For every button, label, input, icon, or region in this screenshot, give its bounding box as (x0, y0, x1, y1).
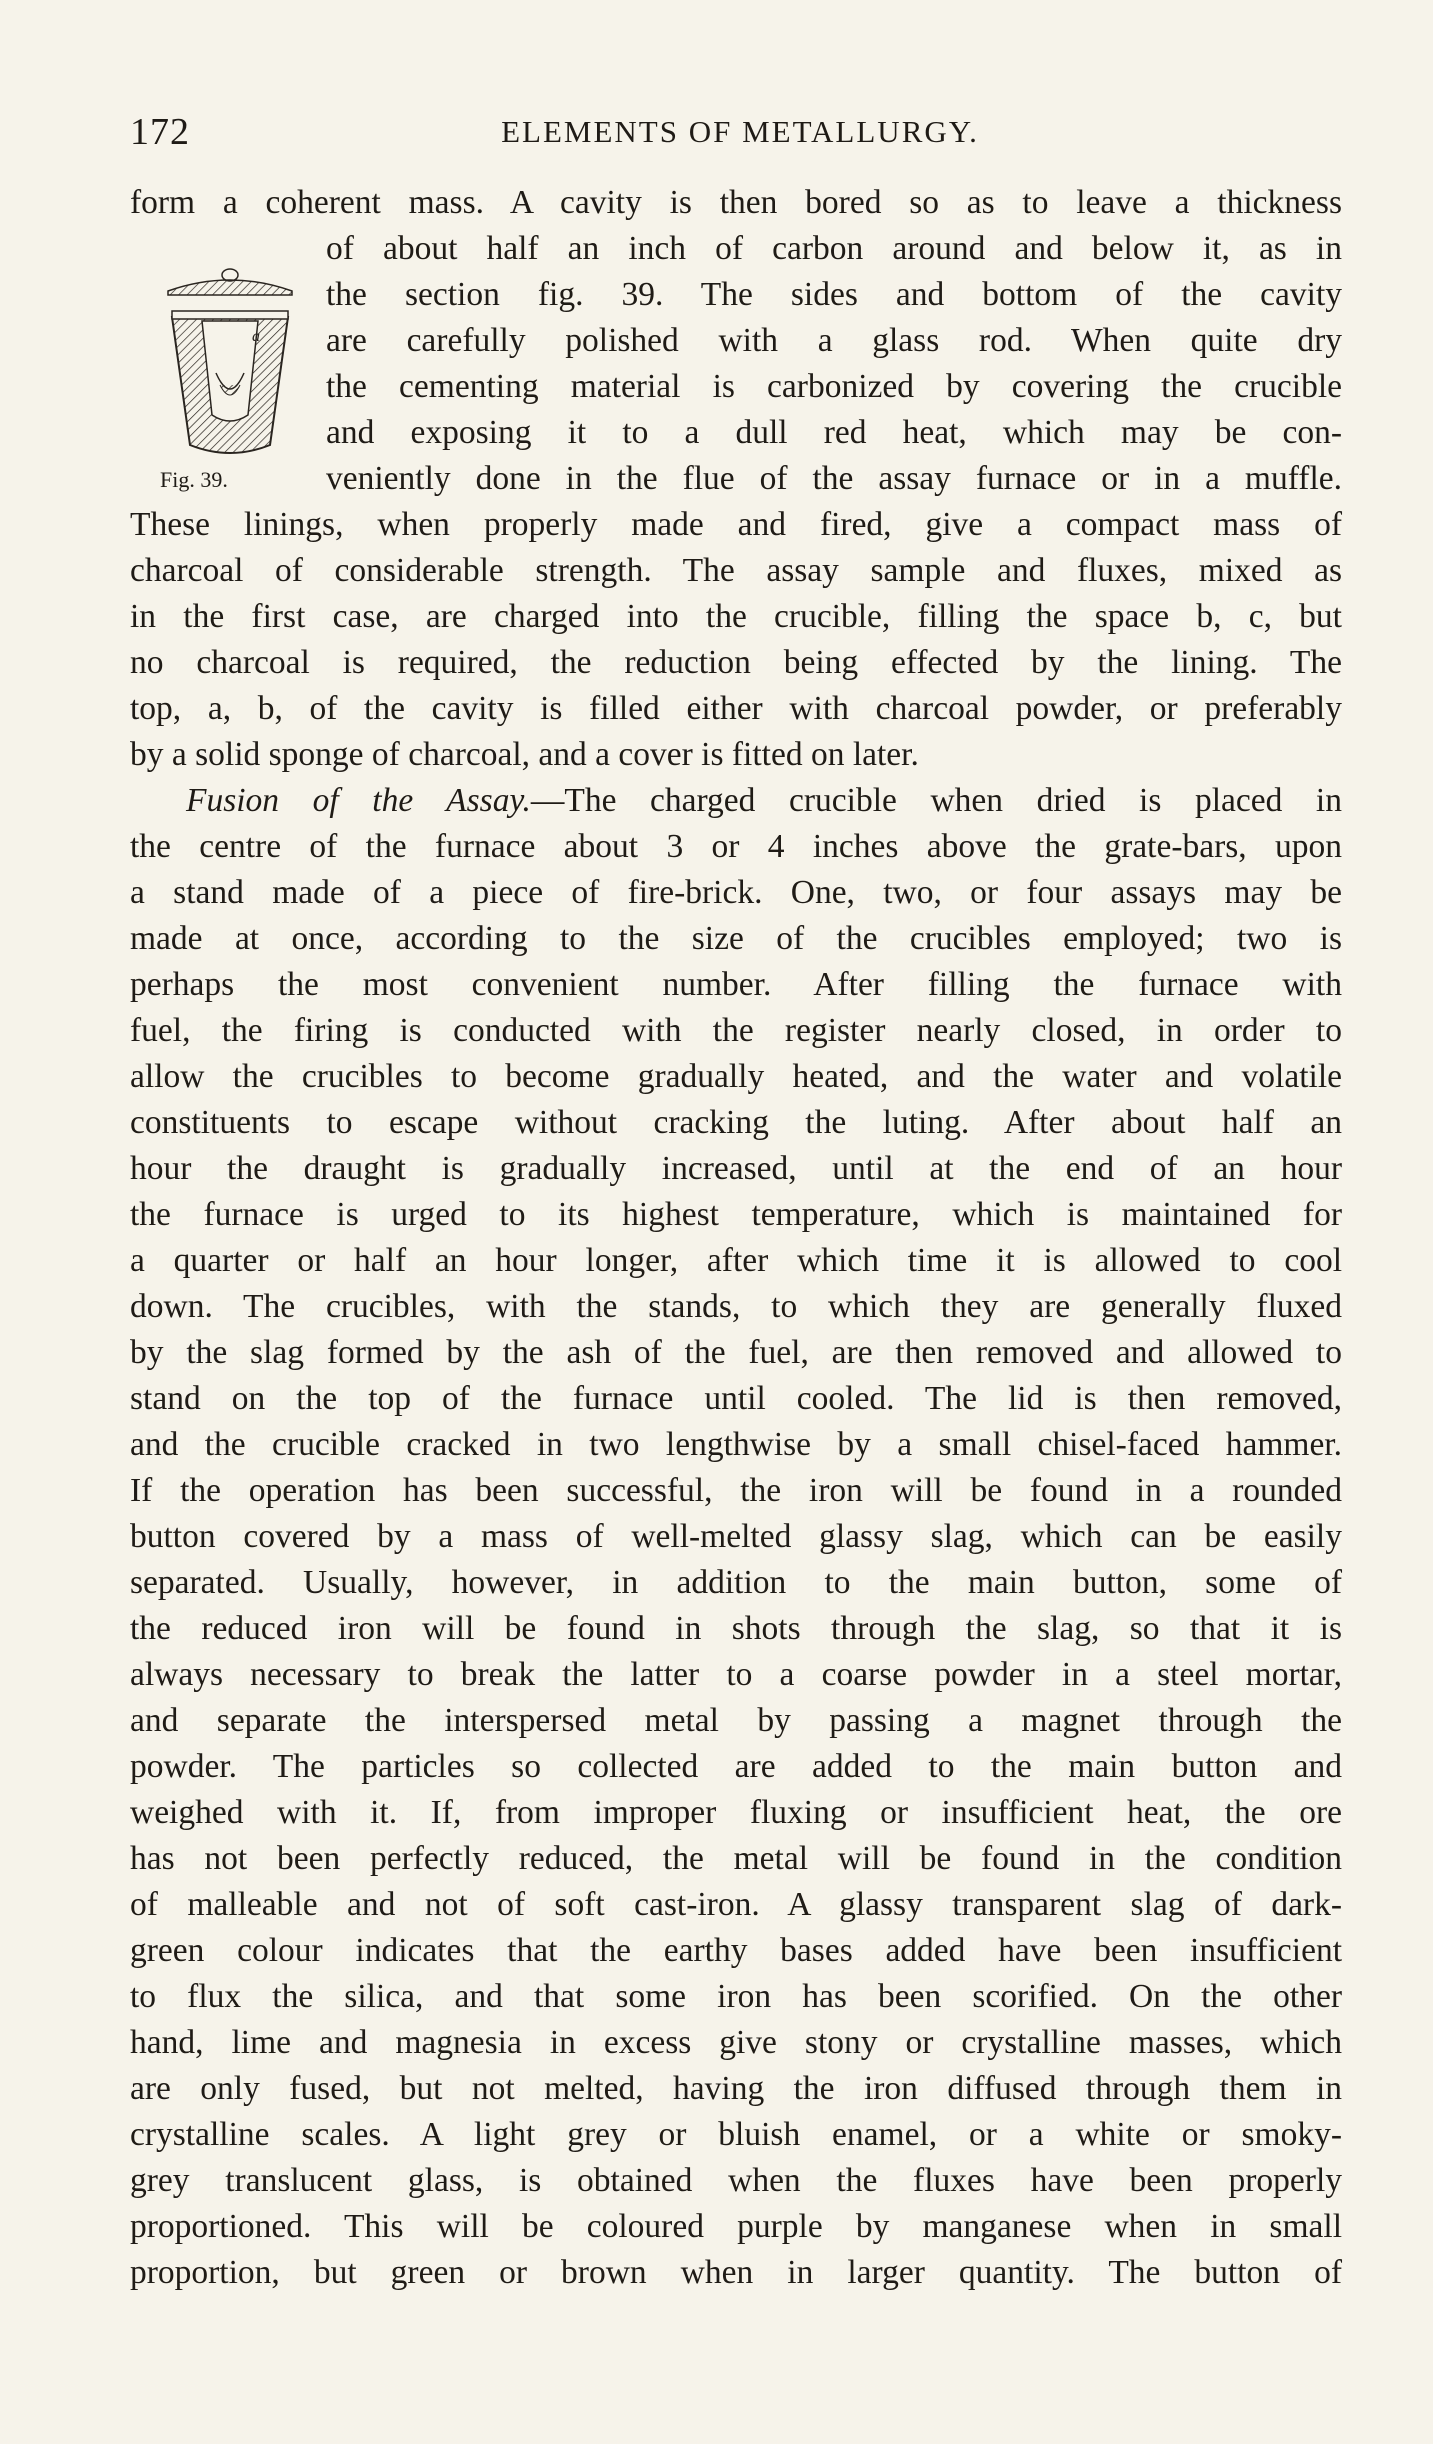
text-line: constituents to escape without cracking the luting. After about half an (130, 1104, 1342, 1141)
text-line: has not been perfectly reduced, the metal will be found in the condition (130, 1840, 1342, 1877)
text-line: the cementing material is carbonized by covering the crucible (326, 368, 1342, 405)
text-line: charcoal of considerable strength. The assay sample and fluxes, mixed as (130, 552, 1342, 589)
text-line: the furnace is urged to its highest temperature, which is maintained for (130, 1196, 1342, 1233)
text-line: a quarter or half an hour longer, after which time it is allowed to cool (130, 1242, 1342, 1279)
text-line: form a coherent mass. A cavity is then bored so as to leave a thickness (130, 184, 1342, 221)
text-line: by a solid sponge of charcoal, and a cover is fitted on later. (130, 736, 919, 773)
text-line: by the slag formed by the ash of the fuel, are then removed and allowed to (130, 1334, 1342, 1371)
text-line: proportion, but green or brown when in larger quantity. The button of (130, 2254, 1342, 2291)
text-line: perhaps the most convenient number. After filling the furnace with (130, 966, 1342, 1003)
text-line: These linings, when properly made and fired, give a compact mass of (130, 506, 1342, 543)
figure-wrap-text (326, 226, 1342, 502)
text-line: are carefully polished with a glass rod. When quite dry (326, 322, 1342, 359)
page-header (130, 110, 1350, 160)
text-line: and exposing it to a dull red heat, which may be con- (326, 414, 1342, 451)
text-line: fuel, the firing is conducted with the register nearly closed, in order to (130, 1012, 1342, 1049)
text-line: proportioned. This will be coloured purple by manganese when in small (130, 2208, 1342, 2245)
text-line: are only fused, but not melted, having the iron diffused through them in (130, 2070, 1342, 2107)
running-title: ELEMENTS OF METALLURGY. (501, 114, 979, 149)
text-line: veniently done in the flue of the assay furnace or in a muffle. (326, 460, 1342, 497)
text-line: top, a, b, of the cavity is filled either with charcoal powder, or preferably (130, 690, 1342, 727)
text-line: always necessary to break the latter to a coarse powder in a steel mortar, (130, 1656, 1342, 1693)
text-line: of about half an inch of carbon around and below it, as in (326, 230, 1342, 267)
text-line: separated. Usually, however, in addition to the main button, some of (130, 1564, 1342, 1601)
text-line: and separate the interspersed metal by passing a magnet through the (130, 1702, 1342, 1739)
text-line: If the operation has been successful, the iron will be found in a rounded (130, 1472, 1342, 1509)
text-line: made at once, according to the size of the crucibles employed; two is (130, 920, 1342, 957)
text-line: green colour indicates that the earthy bases added have been insufficient (130, 1932, 1342, 1969)
text-line: hand, lime and magnesia in excess give stony or crystalline masses, which (130, 2024, 1342, 2061)
body-text (130, 180, 1342, 2296)
text-line: and the crucible cracked in two lengthwise by a small chisel-faced hammer. (130, 1426, 1342, 1463)
text-line: no charcoal is required, the reduction being effected by the lining. The (130, 644, 1342, 681)
text-line: weighed with it. If, from improper fluxing or insufficient heat, the ore (130, 1794, 1342, 1831)
text-line: a stand made of a piece of fire-brick. One, two, or four assays may be (130, 874, 1342, 911)
paragraph-fusion (130, 824, 1342, 2296)
text-fragment: —The charged crucible when dried is placed in (530, 782, 1342, 819)
figure-label-a: a (252, 328, 260, 345)
text-line: crystalline scales. A light grey or bluish enamel, or a white or smoky- (130, 2116, 1342, 2153)
text-line: of malleable and not of soft cast-iron. A glassy transparent slag of dark- (130, 1886, 1342, 1923)
page-number: 172 (130, 111, 190, 153)
text-line: grey translucent glass, is obtained when the fluxes have been properly (130, 2162, 1342, 2199)
section-heading: Fusion of the Assay. (186, 782, 531, 819)
text-line: allow the crucibles to become gradually heated, and the water and volatile (130, 1058, 1342, 1095)
text-line: the section fig. 39. The sides and bottom of the cavity (326, 276, 1342, 313)
text-line: down. The crucibles, with the stands, to which they are generally fluxed (130, 1288, 1342, 1325)
text-line: hour the draught is gradually increased, until at the end of an hour (130, 1150, 1342, 1187)
text-line: button covered by a mass of well-melted glassy slag, which can be easily (130, 1518, 1342, 1555)
text-line: powder. The particles so collected are added to the main button and (130, 1748, 1342, 1785)
paragraph-opening-line (130, 778, 1342, 824)
text-line: to flux the silica, and that some iron has been scorified. On the other (130, 1978, 1342, 2015)
text-line: the centre of the furnace about 3 or 4 inches above the grate-bars, upon (130, 828, 1342, 865)
text-line: in the first case, are charged into the crucible, filling the space b, c, but (130, 598, 1342, 635)
figure-caption: Fig. 39. (160, 467, 228, 492)
text-line: the reduced iron will be found in shots through the slag, so that it is (130, 1610, 1342, 1647)
text-line: stand on the top of the furnace until cooled. The lid is then removed, (130, 1380, 1342, 1417)
